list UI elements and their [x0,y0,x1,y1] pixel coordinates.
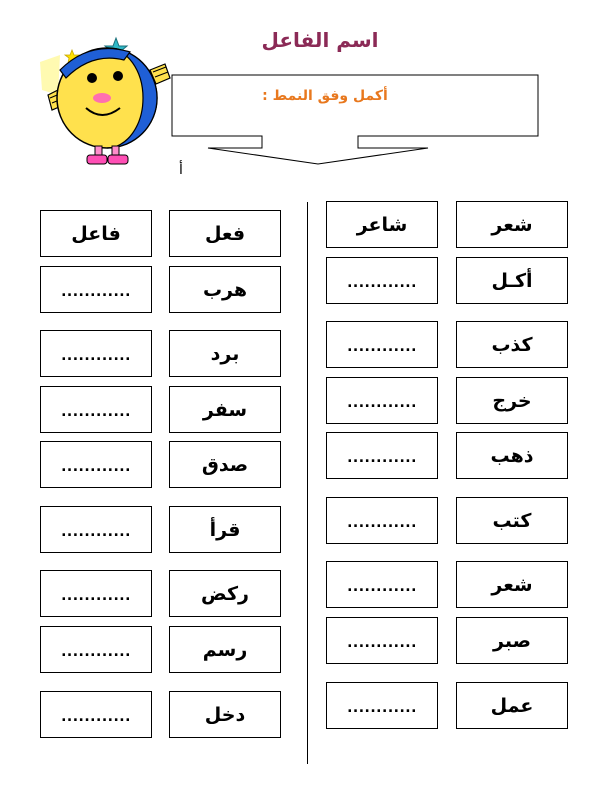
answer-blank[interactable]: ............ [40,506,152,553]
verb-cell: رسم [169,626,281,673]
verb-cell: كذب [456,321,568,368]
verb-cell: سفر [169,386,281,433]
answer-blank[interactable]: ............ [326,682,438,729]
answer-blank[interactable]: ............ [326,497,438,544]
verb-cell: عمل [456,682,568,729]
instruction-text: أكمل وفق النمط : [262,88,388,104]
answer-blank[interactable]: ............ [40,386,152,433]
column-divider [307,202,308,764]
answer-blank[interactable]: ............ [326,377,438,424]
answer-blank[interactable]: ............ [326,432,438,479]
header-cell: شعر [456,201,568,248]
verb-cell: صدق [169,441,281,488]
verb-cell: ركض [169,570,281,617]
verb-cell: شعر [456,561,568,608]
answer-blank[interactable]: ............ [40,570,152,617]
answer-blank[interactable]: ............ [326,561,438,608]
answer-blank[interactable]: ............ [326,257,438,304]
verb-cell: قرأ [169,506,281,553]
answer-blank[interactable]: ............ [326,617,438,664]
verb-cell: خرج [456,377,568,424]
answer-blank[interactable]: ............ [40,626,152,673]
header-cell: شاعر [326,201,438,248]
answer-blank[interactable]: ............ [40,330,152,377]
section-marker: أ [179,162,183,178]
verb-cell: ذهب [456,432,568,479]
answer-blank[interactable]: ............ [326,321,438,368]
verb-cell: كتب [456,497,568,544]
page-title: اسم الفاعل [261,28,379,52]
verb-cell: هرب [169,266,281,313]
header-cell: فعل [169,210,281,257]
verb-cell: دخل [169,691,281,738]
header-cell: فاعل [40,210,152,257]
answer-blank[interactable]: ............ [40,441,152,488]
verb-cell: أكـل [456,257,568,304]
answer-blank[interactable]: ............ [40,691,152,738]
verb-cell: برد [169,330,281,377]
verb-cell: صبر [456,617,568,664]
answer-blank[interactable]: ............ [40,266,152,313]
